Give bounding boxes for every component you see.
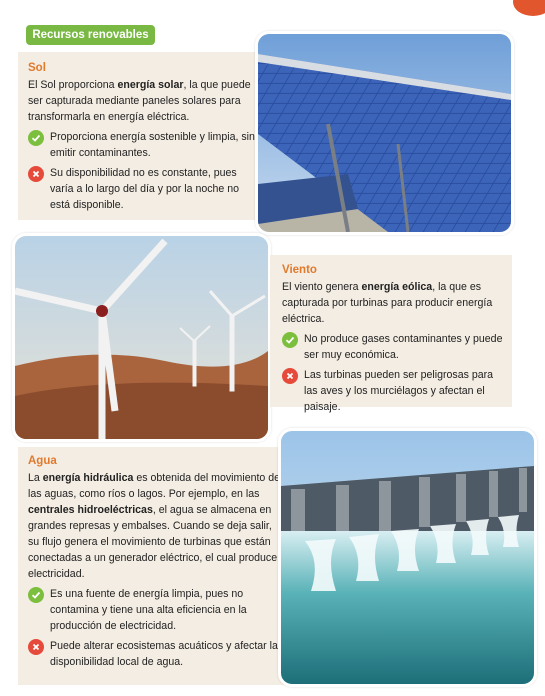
agua-title: Agua [28,455,57,467]
viento-text: El viento genera energía eólica, la que es capturada por turbinas para producir energía eléctrica. [282,281,493,325]
dam-photo [278,428,537,687]
sol-title: Sol [28,62,46,74]
cross-icon [28,166,44,182]
agua-pro [28,586,283,634]
sol-panel [18,52,268,220]
page-corner-tab [513,0,545,16]
agua-panel [18,447,293,685]
viento-con-text: Las turbinas pueden ser peligrosas para las aves y los murciélagos y afectan el paisaje. [304,369,494,413]
solar-panels-photo [255,31,514,235]
section-label: Recursos renovables [26,25,155,45]
sol-pro [28,129,260,161]
cross-icon [28,639,44,655]
sol-text: El Sol proporciona energía solar, la que puede ser capturada mediante paneles solares para transformarla en energía eléctrica. [28,79,251,123]
sol-con [28,165,260,213]
agua-pro-text: Es una fuente de energía limpia, pues no contamina y tiene una alta eficiencia en la producción de electricidad. [50,588,247,632]
check-icon [28,130,44,146]
sol-con-text: Su disponibilidad no es constante, pues varía a lo largo del día y por la noche no está disponible. [50,167,240,211]
agua-con [28,638,283,670]
agua-text: La energía hidráulica es obtenida del movimiento de las aguas, como ríos o lagos. Por ejemplo, en las centrales hidroeléctricas, el agua se almacena en grandes represas y embalses. Cuando se deja salir, su flujo genera el movimiento de turbinas que están conectadas a un generador eléctrico, el cual produce electricidad. [28,472,281,580]
viento-panel [270,255,512,413]
viento-con [282,367,504,415]
viento-pro [282,331,504,363]
check-icon [28,587,44,603]
check-icon [282,332,298,348]
viento-title: Viento [282,264,317,276]
wind-turbines-photo [12,233,271,442]
agua-con-text: Puede alterar ecosistemas acuáticos y afectar la disponibilidad local de agua. [50,640,278,668]
cross-icon [282,368,298,384]
sol-pro-text: Proporciona energía sostenible y limpia, sin emitir contaminantes. [50,131,255,159]
viento-pro-text: No produce gases contaminantes y puede ser muy económica. [304,333,503,361]
